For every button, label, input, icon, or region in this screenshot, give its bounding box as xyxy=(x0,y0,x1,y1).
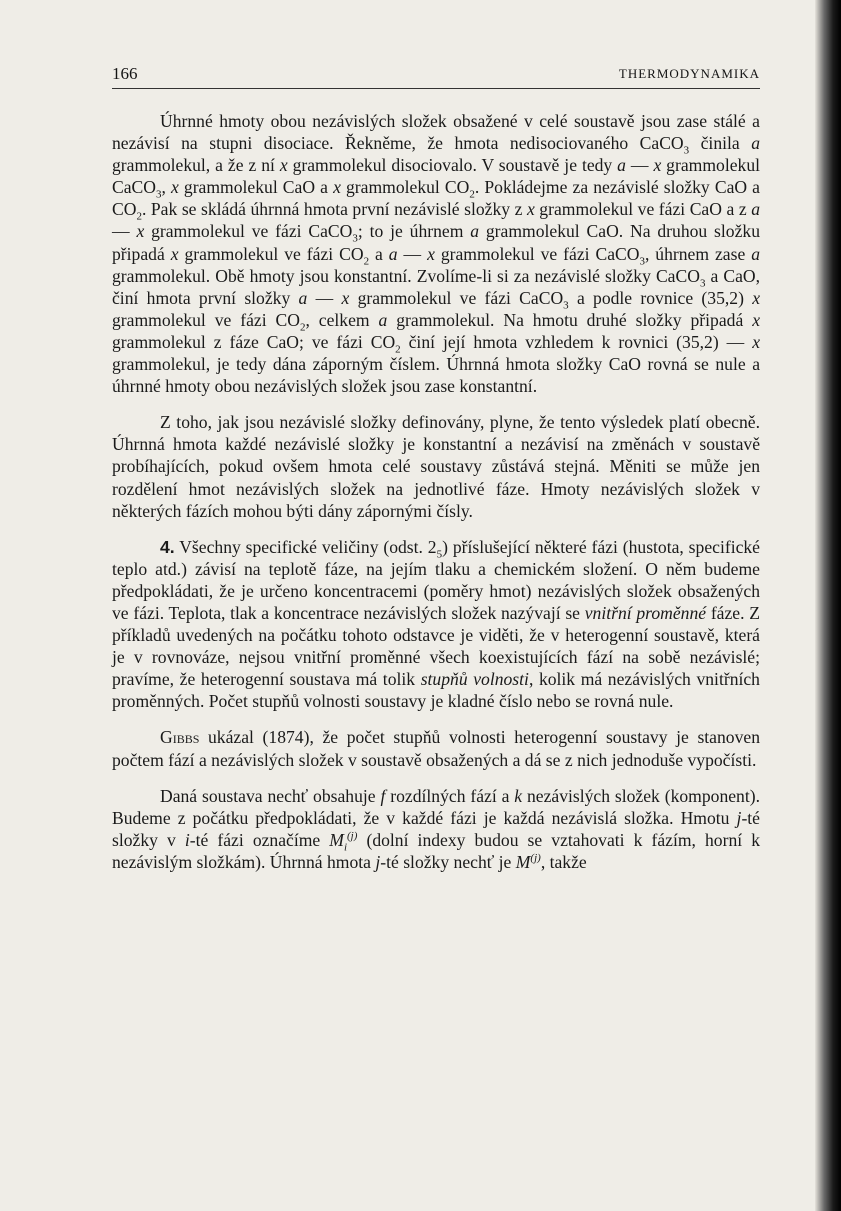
page-header xyxy=(112,64,760,88)
paragraph: Daná soustava nechť obsahuje f rozdílných fází a k nezávislých složek (komponent). Budeme z počátku předpokládati, že v každé fázi je každá nezávislá složka. Hmotu j-té složky v i-té fázi označíme $M_i^{(j)}$ (dolní indexy budou se vztahovati k fázím, horní k nezávislým složkám). Úhrnná hmota j-té složky nechť je $M^{(j)}$, takže xyxy=(112,785,761,872)
book-spine-shadow xyxy=(815,0,841,1211)
page-number: 166 xyxy=(112,64,138,83)
header-rule xyxy=(112,88,760,89)
running-title: THERMODYNAMIKA xyxy=(618,66,760,81)
body-text xyxy=(112,110,760,873)
paragraph: Úhrnné hmoty obou nezávislých složek obsažené v celé soustavě jsou zase stálé a nezávisí na stupni disociace. Řekněme, že hmota nedisociovaného CaCO$_3$ činila a grammolekul, a že z ní x grammolekul disociovalo. V soustavě je tedy a — x grammolekul CaCO$_3$, x grammolekul CaO a x grammolekul $CO_2$. Pokládejme za nezávislé složky CaO a $CO_2$. Pak se skládá úhrnná hmota první nezávislé složky z x grammolekul ve fázi CaO a z a — x grammolekul ve fázi CaCO$_3$; to je úhrnem a grammolekul CaO. Na druhou složku připadá x grammolekul ve fázi $CO_2$ a a — x grammolekul ve fázi CaCO$_3$, úhrnem zase a grammolekul. Obě hmoty jsou konstantní. Zvolíme-li si za nezávislé složky CaCO$_3$ a CaO, činí hmota první složky a — x grammolekul ve fázi CaCO$_3$ a podle rovnice (35,2) x grammolekul ve fázi $CO_2$, celkem a grammolekul. Na hmotu druhé složky připadá x grammolekul z fáze CaO; ve fázi $CO_2$ činí její hmota vzhledem k rovnici (35,2) — x grammolekul, je tedy dána záporným číslem. Úhrnná hmota složky CaO rovná se nule a úhrnné hmoty obou nezávislých složek jsou zase konstantní. xyxy=(112,111,761,397)
section-4-paragraph: 4. Všechny specifické veličiny (odst. $2_5$) příslušející některé fázi (hustota, specifické teplo atd.) závisí na teplotě fáze, na jejím tlaku a chemickém složení. O něm budeme předpokládati, že je určeno koncentracemi (poměry hmot) nezávislých složek obsažených ve fázi. Teplota, tlak a koncentrace nezávislých složek nazývají se vnitřní proměnné fáze. Z příkladů uvedených na počátku tohoto odstavce je viděti, že v heterogenní soustavě, která je v rovnováze, nejsou vnitřní proměnné všech koexistujících fází na sobě nezávislé; pravíme, že heterogenní soustava má tolik stupňů volnosti, kolik má nezávislých vnitřních proměnných. Počet stupňů volnosti soustavy je kladné číslo nebo se rovná nule. xyxy=(112,536,760,712)
paragraph: Gibbs ukázal (1874), že počet stupňů volnosti heterogenní soustavy je stanoven počtem fází a nezávislých složek v soustavě obsažených a dá se z nich jednoduše vypočísti. xyxy=(112,727,760,770)
paragraph: Z toho, jak jsou nezávislé složky definovány, plyne, že tento výsledek platí obecně. Úhrnná hmota každé nezávislé složky je konstantní a nezávisí na změnách v soustavě probíhajících, pokud ovšem hmota celé soustavy zůstává stejná. Měniti se může jen rozdělení hmot nezávislých složek na jednotlivé fáze. Hmoty nezávislých složek v některých fázích mohou býti dány zápornými čísly. xyxy=(112,412,760,521)
